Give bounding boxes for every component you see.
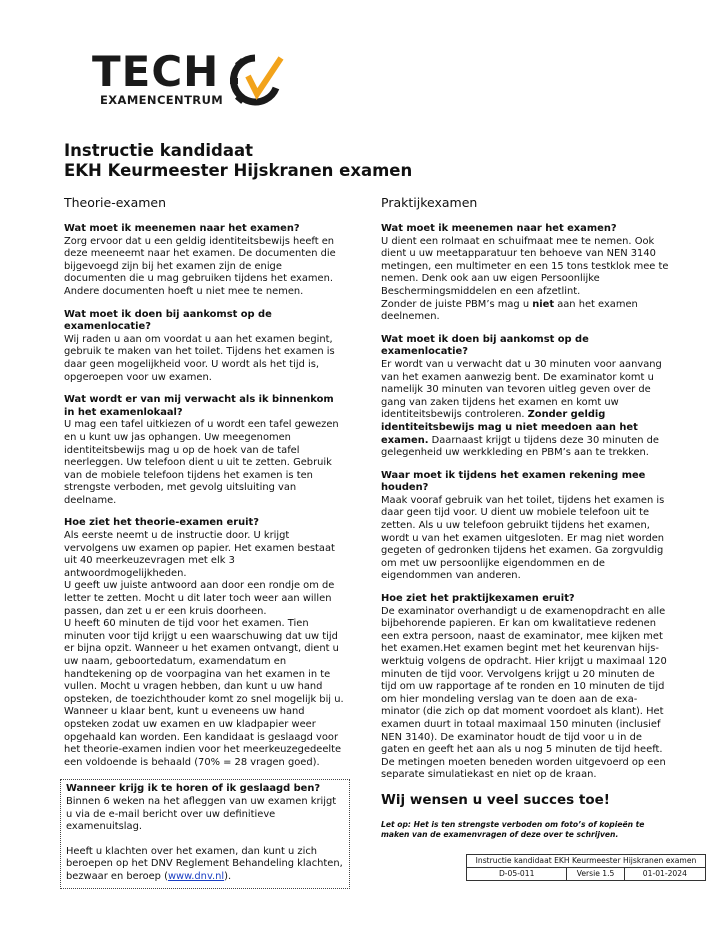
theory-a2: Wij raden u aan om voordat u aan het examen begint, gebruik te maken van het toilet. Tijdens het examen is daar geen mogelijkheid voor. U wordt als het tijd is, opgeroepen voor uw examen. [64,333,335,383]
theory-q1: Wat moet ik meenemen naar het examen? [64,223,300,234]
theory-q4: Hoe ziet het theorie-examen eruit? [64,517,259,529]
footer-doc-title: Instructie kandidaat EKH Keurmeester Hijskranen examen [467,855,706,868]
warning-note: Let op: Het is ten strengste verboden om foto’s of kopieën te maken van de examenvragen of deze over te schrijven. [381,819,645,839]
theory-a4-part2: U geeft uw juiste antwoord aan door een rondje om de letter te zetten. Mocht u dit later toch weer aan willen passen, dan zet u er een kruis doorheen. [64,580,335,617]
logo-subtitle: EXAMENCENTRUM [100,93,224,107]
result-question: Wanneer krijg ik te horen of ik geslaagd ben? [66,783,321,795]
practical-a3: Maak vooraf gebruik van het toilet, tijdens het examen is daar geen tijd voor. U dient uw mobiele telefoon uit te zetten. Als u uw telefoon gebruikt tijdens het examen, wordt u van het examen uitgesloten. Er mag niet worden gegeten of gedronken tijdens het examen. Ga zorgvuldig om met uw persoonlijke eigendommen en de eigendommen van anderen. [381,494,665,582]
theory-q2: Wat moet ik doen bij aankomst op de examenlocatie? [64,308,272,333]
title-line-2: EKH Keurmeester Hijskranen examen [64,161,413,180]
gear-check-icon [226,52,284,108]
practical-q4: Hoe ziet het praktijkexamen eruit? [381,593,575,605]
footer-version: Versie 1.5 [567,868,624,881]
theory-q3: Wat wordt er van mij verwacht als ik binnenkom in het examenlokaal? [64,394,334,418]
result-answer: Binnen 6 weken na het afleggen van uw examen krijgt u via de e-mail bericht over uw definitieve examenuitslag. [66,795,337,833]
practical-exam-column [381,196,671,850]
practical-q2: Wat moet ik doen bij aankomst op de examenlocatie? [381,333,589,358]
practical-q3: Waar moet ik tijdens het examen rekening mee houden? [381,469,646,494]
logo-wordmark: TECH [92,47,220,96]
theory-heading: Theorie-examen [64,195,167,210]
practical-heading: Praktijkexamen [381,195,478,210]
theory-a4-part3: U heeft 60 minuten de tijd voor het examen. Tien minuten voor tijd krijgt u een waarschuwing dat uw tijd er bijna opzit. Wanneer u het examen ontvangt, dient u uw naam, geboortedatum, examendatum en handtekening op de voorpagina van het examen in te vullen. Mocht u vragen hebben, dan kunt u uw hand opsteken, de toezichthouder komt zo snel mogelijk bij u. Wanneer u klaar bent, kunt u eveneens uw hand opsteken zodat uw examen en uw kladpapier weer opgehaald kan worden. Een kandidaat is geslaagd voor het theorie-examen indien voor het meerkeuzegedeelte een voldoende is behaald (70% = 28 vragen goed). [64,618,344,768]
footer-date: 01-01-2024 [624,868,705,881]
footer-doc-code: D-05-011 [467,868,567,881]
result-info-box [60,779,350,888]
complaints-text: Heeft u klachten over het examen, dan kunt u zich beroepen op het DNV Reglement Behandeling klachten, bezwaar en beroep (www.dnv.nl). [66,845,343,882]
good-luck-message: Wij wensen u veel succes toe! [381,791,610,808]
theory-a4-part1: Als eerste neemt u de instructie door. U krijgt vervolgens uw examen op papier. Het examen bestaat uit 40 meerkeuzevragen met elk 3 antwoordmogelijkheden. [64,530,335,579]
title-line-1: Instructie kandidaat [64,141,254,160]
theory-a3: U mag een tafel uitkiezen of u wordt een tafel gewezen en u kunt uw jas ophangen. Uw meegenomen identiteitsbewijs mag u op de hoek van de tafel neerleggen. Uw telefoon dient u uit te zetten. Gebruik van de mobiele telefoon tijdens het examen is ten strengste verboden, met gevolg uitsluiting van deelname. [64,419,339,506]
tech-examencentrum-logo [92,47,292,114]
practical-a1: U dient een rolmaat en schuifmaat mee te nemen. Ook dient u uw meetapparatuur ten behoeve van NEN 3140 metingen, een multimeter en een 15 tons testklok mee te nemen. Denk ook aan uw eigen Persoonlijke Beschermingsmiddelen en een afzetlint. [381,235,669,297]
document-title [64,141,412,181]
practical-a4: De examinator overhandigt u de examenopdracht en alle bijbehorende papieren. Er kan om kwalitatieve redenen een extra persoon, naast de examinator, mee kijken met het examen.Het examen begint met het keurenvan hijs-werktuig volgens de opdracht. Hier krijgt u maximaal 120 minuten de tijd voor. Vervolgens krijgt u 20 minuten de tijd om uw rapportage af te ronden en 10 minuten de tijd om hier mondeling verslag van te doen aan de exa-minator (die zich op dat moment voordoet als klant). Het examen duurt in totaal maximaal 150 minuten (inclusief NEN 3140). De examinator houdt de tijd voor u in de gaten en geeft het aan als u nog 5 minuten de tijd heeft. De metingen moeten beneden worden uitgevoerd op een separate simulatiekast en niet op de kraan. [381,605,667,781]
practical-q1: Wat moet ik meenemen naar het examen? [381,223,617,234]
dnv-link[interactable]: www.dnv.nl [167,870,225,882]
theory-exam-column [64,196,346,889]
document-footer-table [466,854,706,881]
theory-a1: Zorg ervoor dat u een geldig identiteitsbewijs heeft en deze meeneemt naar het examen. De documenten die bijgevoegd zijn bij het examen zijn de enige documenten die u mag gebruiken tijdens het examen. Andere documenten hoeft u niet mee te nemen. [64,235,336,297]
practical-a2: Er wordt van u verwacht dat u 30 minuten voor aanvang van het examen aanwezig bent. De examinator komt u namelijk 30 minuten van tevoren uitleg geven over de gang van zaken tijdens het examen en komt uw identiteitsbewijs controleren. Zonder geldig identiteitsbewijs mag u niet meedoen aan het examen. Daarnaast krijgt u tijdens deze 30 minuten de gelegenheid uw werkkleding en PBM’s aan te trekken. [381,358,662,459]
practical-a1-ppe: Zonder de juiste PBM’s mag u niet aan het examen deelnemen. [381,298,638,323]
